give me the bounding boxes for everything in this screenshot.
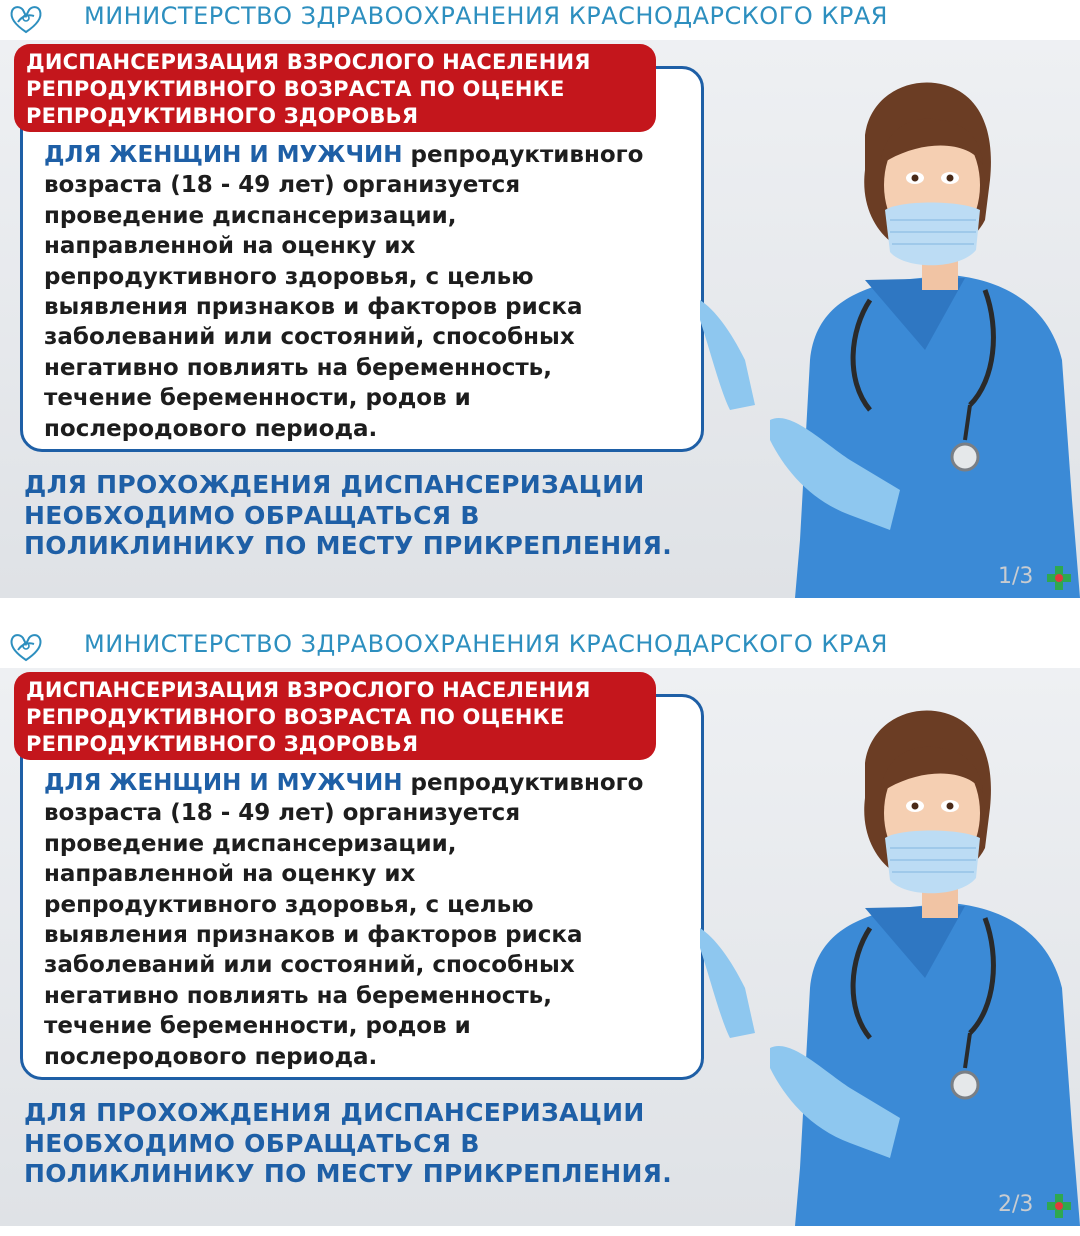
info-line: послеродового периода. [44,415,378,442]
info-line: заболеваний или состояний, способных [44,324,575,351]
title-line: РЕПРОДУКТИВНОГО ВОЗРАСТА ПО ОЦЕНКЕ [26,77,565,101]
call-to-action [24,1098,724,1190]
info-lead: ДЛЯ ЖЕНЩИН И МУЖЧИН [44,142,403,168]
info-line: течение беременности, родов и [44,385,471,412]
nurse-illustration [700,688,1080,1226]
info-text [44,140,694,444]
slide-header [0,0,1080,38]
ministry-title: МИНИСТЕРСТВО ЗДРАВООХРАНЕНИЯ КРАСНОДАРСКОГО КРАЯ [84,2,888,30]
cta-line: НЕОБХОДИМО ОБРАЩАТЬСЯ В [24,1128,480,1158]
cta-line: ДЛЯ ПРОХОЖДЕНИЯ ДИСПАНСЕРИЗАЦИИ [24,1098,645,1127]
ministry-logo-icon [6,2,46,36]
info-line: репродуктивного здоровья, с целью [44,263,534,290]
cta-line: ДЛЯ ПРОХОЖДЕНИЯ ДИСПАНСЕРИЗАЦИИ [24,470,645,499]
info-line: послеродового периода. [44,1043,378,1070]
info-lead: ДЛЯ ЖЕНЩИН И МУЖЧИН [44,770,403,796]
title-banner [14,44,656,132]
cta-line: ПОЛИКЛИНИКУ ПО МЕСТУ ПРИКРЕПЛЕНИЯ. [24,531,673,560]
title-line: РЕПРОДУКТИВНОГО ВОЗРАСТА ПО ОЦЕНКЕ [26,705,565,729]
info-line: негативно повлиять на беременность, [44,982,552,1009]
title-banner [14,672,656,760]
title-line: РЕПРОДУКТИВНОГО ЗДОРОВЬЯ [26,732,419,756]
info-line: проведение диспансеризации, [44,202,457,229]
info-line: выявления признаков и факторов риска [44,922,583,949]
ministry-logo-icon [6,630,46,664]
page-number: 2/3 [998,1192,1034,1217]
info-line: возраста (18 - 49 лет) организуется [44,172,521,199]
info-line: репродуктивного [402,142,644,168]
title-line: РЕПРОДУКТИВНОГО ЗДОРОВЬЯ [26,104,419,128]
nurse-illustration [700,60,1080,598]
title-line: ДИСПАНСЕРИЗАЦИЯ ВЗРОСЛОГО НАСЕЛЕНИЯ [26,678,591,702]
page-number: 1/3 [998,564,1034,589]
info-line: заболеваний или состояний, способных [44,952,575,979]
slide-2 [0,628,1080,1226]
slide-header [0,628,1080,666]
info-line: негативно повлиять на беременность, [44,354,552,381]
info-line: выявления признаков и факторов риска [44,294,583,321]
title-line: ДИСПАНСЕРИЗАЦИЯ ВЗРОСЛОГО НАСЕЛЕНИЯ [26,50,591,74]
info-line: направленной на оценку их [44,233,416,260]
ministry-title: МИНИСТЕРСТВО ЗДРАВООХРАНЕНИЯ КРАСНОДАРСКОГО КРАЯ [84,630,888,658]
cta-line: НЕОБХОДИМО ОБРАЩАТЬСЯ В [24,500,480,530]
medical-cross-logo-icon [1046,1193,1072,1219]
info-line: репродуктивного [402,770,644,796]
info-line: течение беременности, родов и [44,1013,471,1040]
medical-cross-logo-icon [1046,565,1072,591]
cta-line: ПОЛИКЛИНИКУ ПО МЕСТУ ПРИКРЕПЛЕНИЯ. [24,1159,673,1188]
info-line: репродуктивного здоровья, с целью [44,891,534,918]
slide-1 [0,0,1080,598]
info-text [44,768,694,1072]
info-line: направленной на оценку их [44,861,416,888]
call-to-action [24,470,724,562]
info-line: возраста (18 - 49 лет) организуется [44,800,521,827]
info-line: проведение диспансеризации, [44,830,457,857]
